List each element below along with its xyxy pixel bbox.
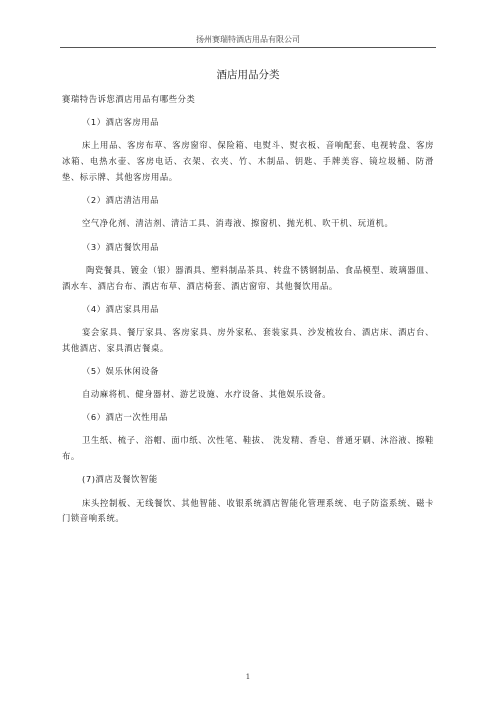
page-header: 扬州赛瑞特酒店用品有限公司 [196,35,300,44]
section-heading-cleaning: （2）酒店清洁用品 [82,195,160,206]
section-body-smart-systems: 床头控制板、无线餐饮、其他智能、收银系统酒店智能化管理系统、电子防盗系统、磁卡门锁音响系统。 [62,497,434,524]
intro-paragraph: 赛瑞特告诉您酒店用品有哪些分类 [62,94,196,104]
section-heading-disposables: （6）酒店一次性用品 [82,412,168,423]
section-body-entertainment: 自动麻将机、健身器材、游艺设施、水疗设备、其他娱乐设备。 [82,389,332,400]
section-body-guest-room: 床上用品、客房布草、客房窗帘、保险箱、电熨斗、熨衣板、音响配套、电视转盘、客房冰箱、电热水壶、客房电话、衣架、衣夹、竹、木制品、钥匙、手牌美容、镜垃圾桶、防滑垫、标示牌、其他客房用品。 [62,140,434,182]
section-body-furniture: 宴会家具、餐厅家具、客房家具、房外家私、套装家具、沙发梳妆台、酒店床、酒店台、其他酒店、家具酒店餐桌。 [62,326,434,353]
page-number: 1 [245,673,251,681]
document-body [62,92,434,535]
section-body-disposables: 卫生纸、梳子、浴帽、面巾纸、次性笔、鞋拔、 洗发精、香皂、普通牙刷、沐浴液、擦鞋布。 [62,435,434,462]
header-divider [60,47,436,48]
document-title: 酒店用品分类 [216,69,280,81]
section-heading-dining: （3）酒店餐饮用品 [82,241,160,252]
section-body-dining: 陶瓷餐具、镀金（银）器酒具、塑料制品茶具、转盘不锈钢制品、食品模型、玻璃器皿、酒水车、酒店台布、酒店布草、酒店椅套、酒店窗帘、其他餐饮用品。 [62,264,434,291]
section-heading-smart-systems: (7)酒店及餐饮智能 [82,474,158,485]
section-heading-furniture: （4）酒店家具用品 [82,303,160,314]
section-heading-entertainment: （5）娱乐休闲设备 [82,365,160,376]
section-heading-guest-room: （1）酒店客房用品 [82,117,160,128]
section-body-cleaning: 空气净化剂、清洁剂、清洁工具、消毒液、擦窗机、抛光机、吹干机、玩道机。 [82,218,394,229]
